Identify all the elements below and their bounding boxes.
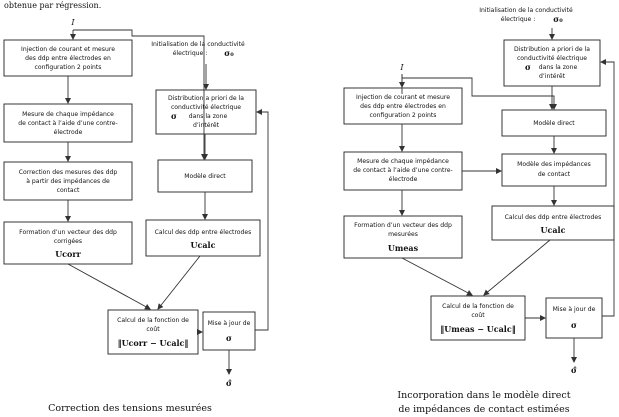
right-injection-line2: des ddp entre électrodes en <box>360 103 446 110</box>
left-cost-box <box>108 310 198 354</box>
right-distribution-line3: dans la zone <box>538 64 578 71</box>
left-correction-line3: contact <box>56 187 80 194</box>
right-init-sigma0: σ₀ <box>553 14 563 24</box>
right-impedance-box <box>344 152 462 190</box>
left-formation-symbol: Ucorr <box>55 249 81 259</box>
right-impedance-model-box <box>502 154 606 186</box>
left-distribution-box <box>156 90 256 134</box>
right-formation-box <box>344 216 462 258</box>
right-direct-model-label: Modèle direct <box>533 120 575 127</box>
left-diagram <box>4 18 268 414</box>
left-init-line2: électrique : <box>172 50 208 57</box>
right-init-line2: électrique : <box>500 16 536 23</box>
top-text: obtenue par régression. <box>4 1 102 10</box>
left-impedance-line3: électrode <box>53 129 83 136</box>
right-caption-line1: Incorporation dans le modèle direct <box>397 390 571 401</box>
right-impedance-line2: de contact à l’aide d’une contre- <box>353 167 453 174</box>
right-injection-box <box>344 88 462 124</box>
right-update-box <box>546 298 602 338</box>
right-distribution-line1: Distribution a priori de la <box>513 46 591 53</box>
left-direct-model-box <box>158 160 252 192</box>
left-current-symbol: I <box>71 18 75 27</box>
right-cost-symbol: ‖Umeas − Ucalc‖ <box>440 324 516 334</box>
right-update-sigma: σ <box>571 320 577 330</box>
right-cost-box <box>431 296 525 340</box>
right-init-line1: Initialisation de la conductivité <box>479 7 573 14</box>
right-impedance-model-line1: Modèle des impédances <box>517 161 591 168</box>
left-init-sigma0: σ₀ <box>224 48 234 58</box>
left-caption: Correction des tensions mesurées <box>48 403 212 414</box>
right-direct-model-box <box>502 110 606 136</box>
left-init-line1: Initialisation de la conductivité <box>151 41 245 48</box>
right-impedance-model-line2: de contact <box>537 171 571 178</box>
left-direct-model-label: Modèle direct <box>184 173 226 180</box>
left-injection-box <box>4 40 132 76</box>
left-correction-box <box>4 162 132 200</box>
right-current-symbol: I <box>400 63 404 72</box>
left-distribution-line1: Distribution a priori de la <box>167 95 245 102</box>
left-distribution-line3: dans la zone <box>188 113 228 120</box>
right-formation-line2: mesurées <box>388 231 418 238</box>
right-injection-line3: configuration 2 points <box>369 112 437 119</box>
left-formation-line1: Formation d’un vecteur des ddp <box>19 229 117 236</box>
left-update-sigma: σ <box>226 333 232 343</box>
right-distribution-sigma: σ <box>525 62 531 72</box>
right-formation-line1: Formation d’un vecteur des ddp <box>354 222 452 229</box>
left-formation-line2: corrigées <box>53 238 83 245</box>
left-correction-line1: Correction des mesures des ddp <box>18 169 118 176</box>
right-diagram <box>344 6 614 415</box>
left-calc-label: Calcul des ddp entre électrodes <box>154 229 252 236</box>
left-distribution-line4: d’intérêt <box>192 122 220 129</box>
left-injection-line2: des ddp entre électrodes en <box>25 55 111 62</box>
left-cost-symbol: ‖Ucorr − Ucalc‖ <box>117 338 189 348</box>
right-result-sigma-hat: σ̂ <box>571 365 577 375</box>
left-impedance-box <box>4 104 132 142</box>
left-injection-line3: configuration 2 points <box>34 64 102 71</box>
right-distribution-line4: d’intérêt <box>538 73 566 80</box>
right-cost-line1: Calcul de la fonction de <box>442 303 514 310</box>
right-distribution-line2: conductivité électrique <box>516 55 588 62</box>
right-impedance-line3: électrode <box>388 176 418 183</box>
left-formation-box <box>4 222 132 264</box>
left-impedance-line1: Mesure de chaque impédance <box>22 111 114 118</box>
right-formation-symbol: Umeas <box>387 243 419 253</box>
left-cost-line2: coût <box>146 326 160 333</box>
right-impedance-line1: Mesure de chaque impédance <box>357 158 449 165</box>
right-distribution-box <box>504 40 600 86</box>
left-injection-line1: Injection de courant et mesure <box>21 46 115 53</box>
right-calc-label: Calcul des ddp entre électrodes <box>504 214 602 221</box>
left-impedance-line2: de contact à l’aide d’une contre- <box>18 120 118 127</box>
right-cost-line2: coût <box>471 312 485 319</box>
left-calc-symbol: Ucalc <box>190 240 216 250</box>
right-calc-symbol: Ucalc <box>540 225 566 235</box>
left-result-sigma-hat: σ̂ <box>226 378 232 388</box>
left-calc-box <box>146 220 260 256</box>
right-caption-line2: de impédances de contact estimées <box>398 404 570 415</box>
left-update-label: Mise à jour de <box>207 320 251 327</box>
left-cost-line1: Calcul de la fonction de <box>117 317 189 324</box>
left-correction-line2: à partir des impédances de <box>26 178 110 185</box>
right-update-label: Mise à jour de <box>552 306 596 313</box>
left-update-box <box>203 312 255 350</box>
left-distribution-line2: conductivité électrique <box>170 104 242 111</box>
right-injection-line1: Injection de courant et mesure <box>356 94 450 101</box>
right-calc-box <box>492 206 614 240</box>
left-distribution-sigma: σ <box>171 111 177 121</box>
